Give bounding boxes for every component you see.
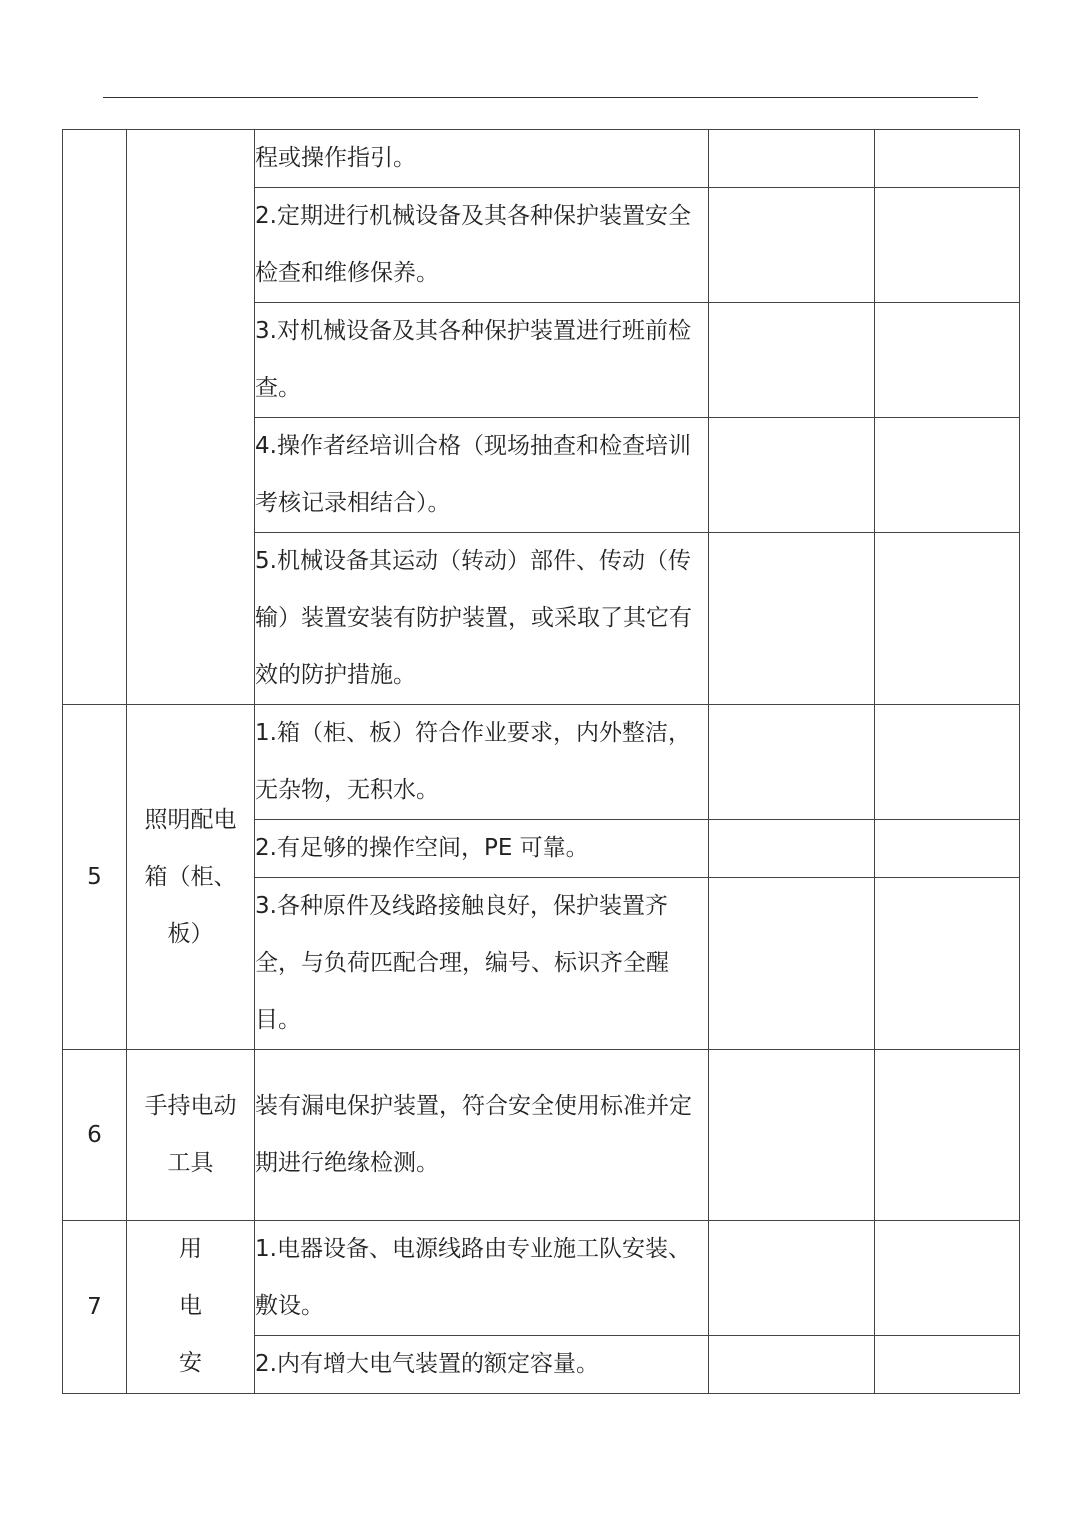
inspection-table: [62, 129, 1020, 1394]
inspection-item-label: 照明配电箱（柜、板）: [144, 806, 237, 947]
remark-cell: [875, 878, 1020, 1050]
inspection-content: 2.有足够的操作空间，PE 可靠。: [255, 820, 709, 878]
inspection-content: 5.机械设备其运动（转动）部件、传动（传输）装置安装有防护装置，或采取了其它有效的防护措施。: [255, 533, 709, 705]
remark-cell: [875, 1221, 1020, 1336]
remark-cell: [875, 820, 1020, 878]
result-cell: [709, 1336, 875, 1394]
inspection-item: [127, 1221, 255, 1394]
inspection-content: 1.电器设备、电源线路由专业施工队安装、敷设。: [255, 1221, 709, 1336]
remark-cell: [875, 188, 1020, 303]
inspection-content: 2.内有增大电气装置的额定容量。: [255, 1336, 709, 1394]
result-cell: [709, 705, 875, 820]
table-row: [63, 130, 1020, 188]
remark-cell: [875, 705, 1020, 820]
inspection-content: 2.定期进行机械设备及其各种保护装置安全检查和维修保养。: [255, 188, 709, 303]
inspection-item: [127, 705, 255, 1050]
result-cell: [709, 303, 875, 418]
inspection-content: 装有漏电保护装置，符合安全使用标准并定期进行绝缘检测。: [255, 1050, 709, 1221]
inspection-item-label: 手持电动工具: [144, 1093, 237, 1176]
row-number: 5: [63, 705, 127, 1050]
header-rule: [103, 97, 978, 98]
inspection-content: 4.操作者经培训合格（现场抽查和检查培训考核记录相结合）。: [255, 418, 709, 533]
inspection-content: 程或操作指引。: [255, 130, 709, 188]
row-number: [63, 130, 127, 705]
result-cell: [709, 1221, 875, 1336]
result-cell: [709, 188, 875, 303]
inspection-content: 3.对机械设备及其各种保护装置进行班前检查。: [255, 303, 709, 418]
result-cell: [709, 878, 875, 1050]
result-cell: [709, 130, 875, 188]
result-cell: [709, 820, 875, 878]
table-row: [63, 1221, 1020, 1336]
remark-cell: [875, 1336, 1020, 1394]
inspection-item-label: 用电安: [179, 1236, 202, 1376]
remark-cell: [875, 533, 1020, 705]
inspection-item: [127, 1050, 255, 1221]
table-row: [63, 705, 1020, 820]
remark-cell: [875, 130, 1020, 188]
inspection-content: 1.箱（柜、板）符合作业要求，内外整洁，无杂物，无积水。: [255, 705, 709, 820]
result-cell: [709, 533, 875, 705]
row-number: 7: [63, 1221, 127, 1394]
result-cell: [709, 418, 875, 533]
inspection-content: 3.各种原件及线路接触良好，保护装置齐全，与负荷匹配合理，编号、标识齐全醒目。: [255, 878, 709, 1050]
result-cell: [709, 1050, 875, 1221]
remark-cell: [875, 1050, 1020, 1221]
table-row: [63, 1050, 1020, 1221]
remark-cell: [875, 418, 1020, 533]
remark-cell: [875, 303, 1020, 418]
inspection-item: [127, 130, 255, 705]
row-number: 6: [63, 1050, 127, 1221]
